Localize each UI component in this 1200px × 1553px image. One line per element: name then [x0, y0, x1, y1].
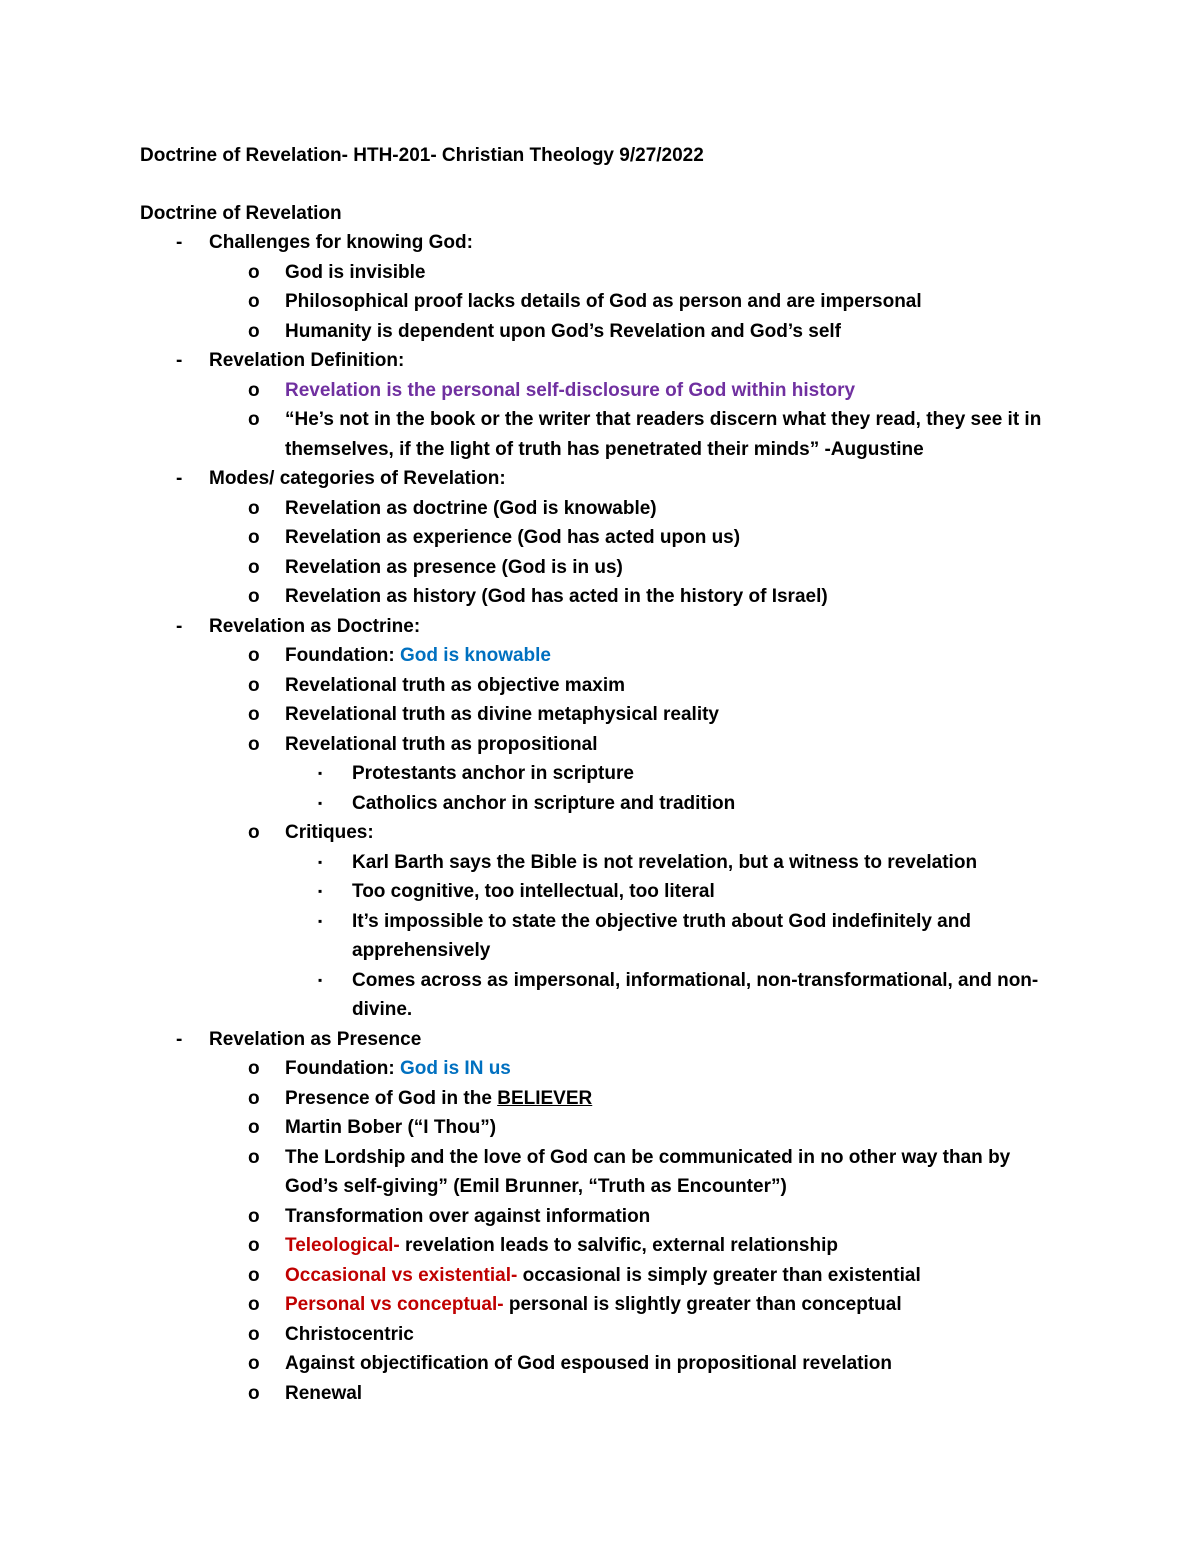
text-segment: Philosophical proof lacks details of God as person and are impersonal	[285, 291, 922, 312]
list-item	[318, 759, 1050, 789]
list-item-text	[285, 287, 1050, 317]
text-segment: Humanity is dependent upon God’s Revelation and God’s self	[285, 320, 841, 342]
text-segment: Karl Barth says the Bible is not revelation, but a witness to revelation	[352, 851, 978, 873]
circle-marker: o	[248, 379, 260, 401]
list-item-text	[285, 700, 1050, 730]
circle-marker: o	[248, 497, 260, 519]
circle-marker: o	[248, 822, 260, 843]
list-item-text	[352, 907, 1050, 966]
list-item-text	[209, 612, 1050, 642]
list-item-text	[352, 966, 1050, 1025]
square-marker: ▪	[318, 854, 323, 869]
list-item-text	[285, 1349, 1050, 1379]
text-segment: It’s impossible to state the objective truth about God indefinitely and apprehensively	[352, 910, 971, 961]
list-item	[248, 317, 1050, 347]
list-item-text	[352, 759, 1050, 789]
list-item-text	[352, 877, 1050, 907]
text-segment: Foundation:	[285, 1058, 401, 1079]
text-segment: Against objectification of God espoused in propositional revelation	[285, 1353, 892, 1374]
circle-marker: o	[248, 261, 260, 283]
text-segment: Presence of God in the	[285, 1087, 498, 1109]
text-segment: Christocentric	[285, 1323, 414, 1345]
list-item	[176, 1025, 1050, 1055]
circle-marker: o	[248, 733, 260, 755]
text-segment: Occasional vs existential-	[285, 1264, 518, 1286]
list-item-text	[352, 848, 1050, 878]
text-segment: Revelation as history (God has acted in the history of Israel)	[285, 586, 828, 607]
list-item	[248, 1261, 1050, 1291]
list-item	[318, 966, 1050, 1025]
list-item-text	[285, 405, 1050, 464]
text-segment: Teleological-	[285, 1235, 400, 1256]
circle-marker: o	[248, 645, 260, 666]
document-heading: Doctrine of Revelation	[140, 203, 342, 224]
list-item	[176, 228, 1050, 258]
list-item	[248, 494, 1050, 524]
circle-marker: o	[248, 1117, 260, 1138]
list-item	[248, 1202, 1050, 1232]
text-segment: Revelational truth as propositional	[285, 733, 598, 755]
outline	[140, 228, 1050, 1408]
text-segment: Transformation over against information	[285, 1205, 651, 1227]
list-item	[176, 346, 1050, 376]
list-item-text	[285, 1379, 1050, 1409]
text-segment: revelation leads to salvific, external relationship	[399, 1235, 838, 1256]
list-item-text	[285, 1202, 1050, 1232]
list-item	[248, 730, 1050, 760]
circle-marker: o	[248, 320, 260, 342]
circle-marker: o	[248, 1382, 260, 1404]
square-marker: ▪	[318, 884, 323, 898]
list-item	[248, 405, 1050, 464]
list-item	[248, 582, 1050, 612]
text-segment: personal is slightly greater than conceptual	[503, 1294, 902, 1315]
list-item	[248, 258, 1050, 288]
text-segment: Revelation Definition:	[209, 350, 405, 371]
document-title: Doctrine of Revelation- HTH-201- Christian Theology 9/27/2022	[140, 145, 704, 166]
list-item-text	[209, 228, 1050, 258]
text-segment: Challenges for knowing God:	[209, 232, 473, 253]
circle-marker: o	[248, 586, 260, 607]
list-item-text	[285, 1290, 1050, 1320]
circle-marker: o	[248, 1264, 260, 1286]
list-item	[248, 641, 1050, 671]
text-segment: God is knowable	[400, 645, 552, 666]
list-item	[318, 877, 1050, 907]
list-item	[318, 848, 1050, 878]
list-item	[176, 612, 1050, 642]
text-segment: God is IN us	[400, 1058, 511, 1079]
text-segment: BELIEVER	[497, 1087, 593, 1109]
text-segment: Catholics anchor in scripture and tradition	[352, 792, 736, 814]
list-item	[248, 1290, 1050, 1320]
list-item	[248, 1320, 1050, 1350]
text-segment: occasional is simply greater than existential	[517, 1264, 921, 1286]
text-segment: The Lordship and the love of God can be communicated in no other way than by God’s self-giving” (Emil Brunner, “Truth as Encounter”)	[285, 1146, 1011, 1197]
text-segment: Foundation:	[285, 645, 401, 666]
list-item	[248, 1379, 1050, 1409]
list-item	[248, 376, 1050, 406]
list-item	[176, 464, 1050, 494]
text-segment: Revelational truth as objective maxim	[285, 674, 626, 696]
list-item-text	[285, 730, 1050, 760]
text-segment: Too cognitive, too intellectual, too literal	[352, 881, 715, 902]
list-item	[248, 1143, 1050, 1202]
list-item	[248, 1349, 1050, 1379]
square-marker: ▪	[318, 795, 323, 810]
circle-marker: o	[248, 1294, 260, 1315]
list-item-text	[209, 464, 1050, 494]
text-segment: Modes/ categories of Revelation:	[209, 468, 506, 489]
list-item-text	[352, 789, 1050, 819]
circle-marker: o	[248, 1323, 260, 1345]
dash-marker: -	[176, 1028, 183, 1050]
list-item	[248, 523, 1050, 553]
list-item-text	[285, 1113, 1050, 1143]
text-segment: Protestants anchor in scripture	[352, 763, 634, 784]
list-item	[248, 671, 1050, 701]
circle-marker: o	[248, 1205, 260, 1227]
list-item-text	[285, 494, 1050, 524]
circle-marker: o	[248, 1146, 260, 1168]
text-segment: Revelation as experience (God has acted upon us)	[285, 527, 741, 548]
text-segment: God is invisible	[285, 261, 426, 283]
circle-marker: o	[248, 527, 260, 548]
list-item	[248, 1054, 1050, 1084]
list-item-text	[285, 376, 1050, 406]
square-marker: ▪	[318, 766, 323, 780]
circle-marker: o	[248, 556, 260, 578]
list-item-text	[285, 1084, 1050, 1114]
square-marker: ▪	[318, 913, 323, 928]
list-item-text	[285, 818, 1050, 848]
text-segment: Critiques:	[285, 822, 374, 843]
list-item	[248, 1084, 1050, 1114]
circle-marker: o	[248, 674, 260, 696]
list-item-text	[285, 317, 1050, 347]
circle-marker: o	[248, 1058, 260, 1079]
list-item	[248, 1231, 1050, 1261]
list-item-text	[285, 1261, 1050, 1291]
circle-marker: o	[248, 409, 260, 430]
text-segment: Revelation as doctrine (God is knowable)	[285, 497, 657, 519]
list-item-text	[285, 553, 1050, 583]
list-item-text	[285, 1054, 1050, 1084]
text-segment: Personal vs conceptual-	[285, 1294, 504, 1315]
list-item	[318, 907, 1050, 966]
dash-marker: -	[176, 350, 183, 371]
square-marker: ▪	[318, 972, 323, 987]
text-segment: Comes across as impersonal, informational, non-transformational, and non-divine.	[352, 969, 1039, 1020]
list-item-text	[285, 671, 1050, 701]
circle-marker: o	[248, 1087, 260, 1109]
circle-marker: o	[248, 704, 260, 725]
circle-marker: o	[248, 291, 260, 312]
circle-marker: o	[248, 1353, 260, 1374]
list-item	[248, 818, 1050, 848]
text-segment: Martin Bober (“I Thou”)	[285, 1117, 497, 1138]
text-segment: Revelation is the personal self-disclosure of God within history	[285, 379, 856, 401]
list-item-text	[285, 258, 1050, 288]
list-item	[248, 287, 1050, 317]
text-segment: Revelation as Presence	[209, 1028, 422, 1050]
list-item-text	[285, 1320, 1050, 1350]
text-segment: Revelation as presence (God is in us)	[285, 556, 623, 578]
circle-marker: o	[248, 1235, 260, 1256]
list-item	[318, 789, 1050, 819]
list-item-text	[285, 1231, 1050, 1261]
list-item-text	[209, 346, 1050, 376]
text-segment: Revelation as Doctrine:	[209, 615, 421, 637]
list-item	[248, 553, 1050, 583]
text-segment: Renewal	[285, 1382, 363, 1404]
list-item	[248, 700, 1050, 730]
text-segment: Revelational truth as divine metaphysical reality	[285, 704, 719, 725]
list-item	[248, 1113, 1050, 1143]
dash-marker: -	[176, 468, 183, 489]
list-item-text	[285, 1143, 1050, 1202]
list-item-text	[285, 523, 1050, 553]
list-item-text	[209, 1025, 1050, 1055]
list-item-text	[285, 641, 1050, 671]
dash-marker: -	[176, 615, 183, 637]
dash-marker: -	[176, 232, 183, 253]
text-segment: “He’s not in the book or the writer that readers discern what they read, they see it in themselves, if the light of truth has penetrated their minds” -Augustine	[285, 409, 1042, 460]
list-item-text	[285, 582, 1050, 612]
